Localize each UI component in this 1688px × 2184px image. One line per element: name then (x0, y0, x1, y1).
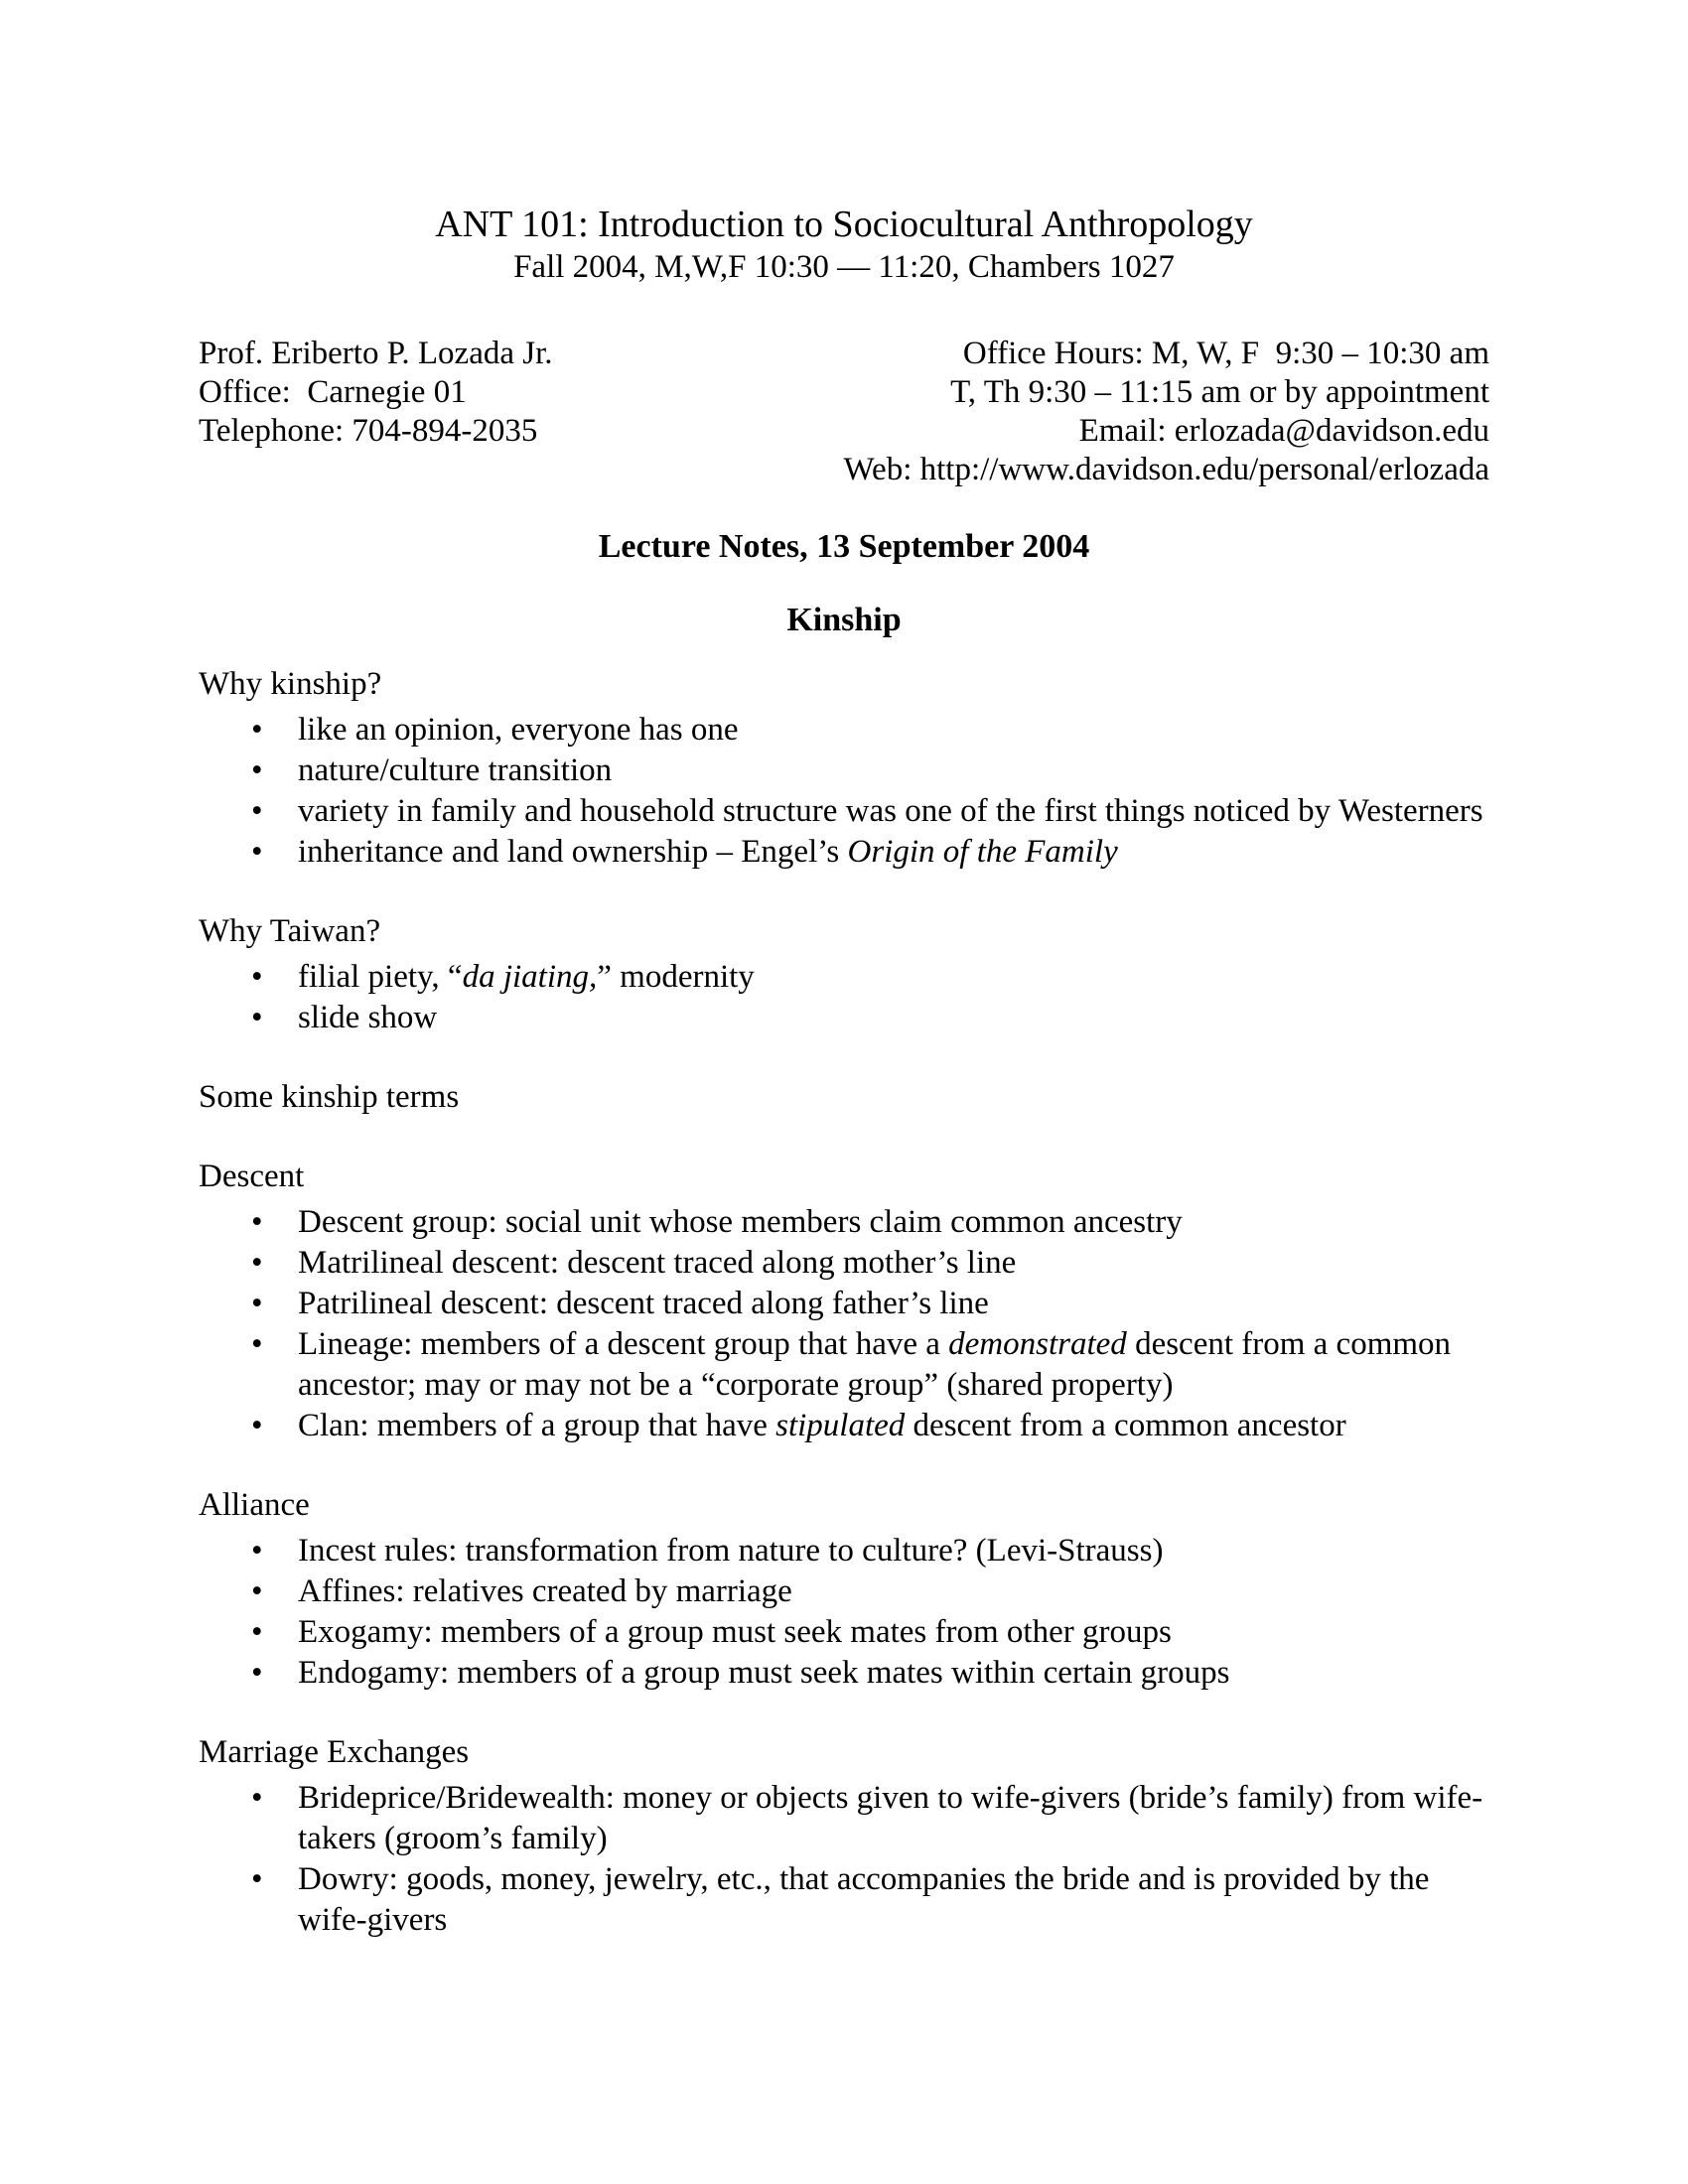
bullet-list (199, 1778, 1489, 1941)
text: Endogamy: members of a group must seek mates within certain groups (298, 1655, 1230, 1691)
course-title: ANT 101: Introduction to Sociocultural Anthropology (435, 204, 1253, 245)
contact-right (844, 335, 1489, 489)
text: Incest rules: transformation from nature to culture? (Levi-Strauss) (298, 1533, 1164, 1569)
bullet-item (199, 1859, 1489, 1941)
text: Matrilineal descent: descent traced along mother’s line (298, 1245, 1017, 1281)
bullet-item (199, 1406, 1489, 1446)
bullet-item (199, 1284, 1489, 1324)
bullet-item (199, 1243, 1489, 1284)
section-heading: Descent (199, 1159, 305, 1194)
italic-text: da jiating, (462, 959, 598, 995)
office-hours-mwf: Office Hours: M, W, F 9:30 – 10:30 am (962, 336, 1489, 371)
text: filial piety, “ (298, 959, 463, 995)
section-heading: Why kinship? (199, 666, 382, 702)
section (199, 1157, 1489, 1446)
bullet-item (199, 1202, 1489, 1243)
text: variety in family and household structure was one of the first things noticed by Westerners (298, 793, 1483, 829)
section (199, 664, 1489, 873)
bullet-item (199, 751, 1489, 791)
text: nature/culture transition (298, 752, 613, 788)
text: Brideprice/Bridewealth: money or objects given to wife-givers (bride’s family) from wife-takers (groom’s family) (298, 1780, 1483, 1856)
section (199, 911, 1489, 1038)
office-location: Office: Carnegie 01 (199, 374, 467, 410)
lecture-notes-heading: Lecture Notes, 13 September 2004 (598, 528, 1090, 565)
text: slide show (298, 1000, 438, 1035)
bullet-item (199, 957, 1489, 998)
bullet-item (199, 1653, 1489, 1694)
web-address: Web: http://www.davidson.edu/personal/erlozada (843, 452, 1489, 487)
section-heading: Alliance (199, 1487, 310, 1523)
italic-text: stipulated (775, 1408, 906, 1443)
section-heading: Some kinship terms (199, 1079, 460, 1115)
italic-text: Origin of the Family (847, 834, 1118, 870)
text: Descent group: social unit whose members claim common ancestry (298, 1204, 1183, 1240)
bullet-item (199, 1571, 1489, 1612)
contact-left (199, 335, 553, 451)
bullet-item (199, 791, 1489, 832)
contact-block (199, 335, 1489, 489)
bullet-item (199, 1778, 1489, 1859)
office-hours-tth: T, Th 9:30 – 11:15 am or by appointment (950, 374, 1489, 410)
bullet-list (199, 957, 1489, 1038)
bullet-item (199, 832, 1489, 873)
text: Patrilineal descent: descent traced along father’s line (298, 1286, 989, 1321)
bullet-item (199, 1612, 1489, 1653)
topic-heading: Kinship (786, 602, 902, 638)
bullet-list (199, 1531, 1489, 1694)
text: Lineage: members of a descent group that have a (298, 1326, 949, 1362)
italic-text: demonstrated (948, 1326, 1127, 1362)
bullet-item (199, 998, 1489, 1038)
text: Clan: members of a group that have (298, 1408, 776, 1443)
section (199, 1077, 1489, 1118)
section (199, 1732, 1489, 1941)
text: inheritance and land ownership – Engel’s (298, 834, 848, 870)
sections (199, 664, 1489, 1941)
text: like an opinion, everyone has one (298, 712, 739, 748)
course-schedule-subtitle: Fall 2004, M,W,F 10:30 — 11:20, Chambers 1027 (513, 249, 1175, 285)
text: Affines: relatives created by marriage (298, 1573, 792, 1609)
bullet-list (199, 1202, 1489, 1446)
bullet-item (199, 1324, 1489, 1406)
text: descent from a common ancestor; may or may not be a “corporate group” (shared property) (298, 1326, 1452, 1403)
professor-name: Prof. Eriberto P. Lozada Jr. (199, 336, 553, 371)
bullet-item (199, 710, 1489, 751)
telephone-number: Telephone: 704-894-2035 (199, 413, 538, 449)
text: Exogamy: members of a group must seek mates from other groups (298, 1614, 1172, 1650)
bullet-item (199, 1531, 1489, 1571)
email-address: Email: erlozada@davidson.edu (1078, 413, 1489, 449)
text: ” modernity (597, 959, 755, 995)
section-heading: Why Taiwan? (199, 913, 381, 949)
text: descent from a common ancestor (905, 1408, 1346, 1443)
text: Dowry: goods, money, jewelry, etc., that accompanies the bride and is provided by the wife-givers (298, 1861, 1430, 1938)
section-heading: Marriage Exchanges (199, 1734, 470, 1770)
section (199, 1485, 1489, 1694)
bullet-list (199, 710, 1489, 873)
